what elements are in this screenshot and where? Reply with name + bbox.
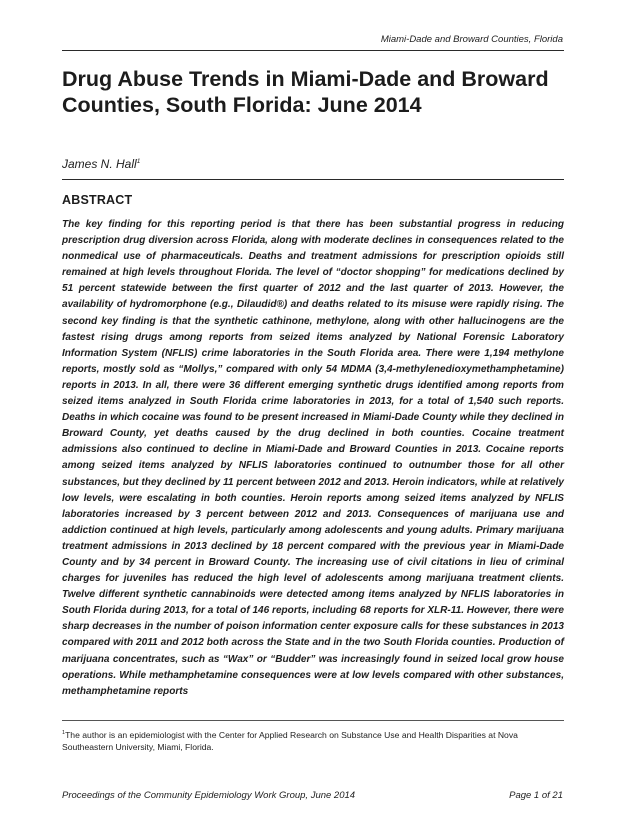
page-number: Page 1 of 21 <box>509 790 563 801</box>
title-rule <box>62 179 564 180</box>
footer-proceedings: Proceedings of the Community Epidemiology Work Group, June 2014 <box>62 790 356 801</box>
article-title: Drug Abuse Trends in Miami-Dade and Broward Counties, South Florida: June 2014 <box>62 67 549 117</box>
author-footnote-marker: 1 <box>136 158 141 165</box>
footnote-rule <box>62 720 564 721</box>
abstract-text: The key finding for this reporting period is that there has been substantial progress in reducing prescription drug diversion across Florida, along with moderate declines in consequences related to the nonmedical use of pharmaceuticals. Deaths and treatment admissions for prescription opioids still remained at high levels throughout Florida. The level of “doctor shopping” for medications declined by 51 percent statewide between the first quarter of 2012 and the last quarter of 2013. However, the availability of hydromorphone (e.g., Dilaudid®) and deaths related to its misuse were rapidly rising. The second key finding is that the synthetic cathinone, methylone, along with other hallucinogens are the fastest rising drugs among reports from seized items analyzed by National Forensic Laboratory Information System (NFLIS) crime laboratories in the South Florida area. There were 1,194 methylone reports, mostly sold as “Mollys,” compared with only 54 MDMA (3,4-methylenedioxymethamphetamine) reports in 2013. In all, there were 36 different emerging synthetic drugs identified among reports from seized items analyzed in South Florida crime laboratories in 2013, for a total of 1,540 such reports. Deaths in which cocaine was found to be present increased in Miami-Dade County while they declined in Broward County, yet deaths caused by the drug declined in both counties. Cocaine treatment admissions also continued to decline in Miami-Dade and Broward Counties in 2013. Cocaine reports among seized items analyzed by NFLIS laboratories continued to outnumber those for all other substances, but they declined by 11 percent between 2012 and 2013. Heroin indicators, while at relatively low levels, were escalating in both counties. Heroin reports among seized items analyzed by NFLIS laboratories increased by 3 percent between 2012 and 2013. Consequences of marijuana use and addiction continued at high levels, particularly among adolescents and young adults. Primary marijuana treatment admissions in 2013 declined by 18 percent compared with the previous year in Miami-Dade County and by 34 percent in Broward County. The increasing use of civil citations in lieu of criminal charges for juveniles has reduced the high level of adolescents among marijuana treatment clients. Twelve different synthetic cannabinoids were detected among items analyzed by NFLIS laboratories in South Florida during 2013, for a total of 146 reports, including 68 reports for XLR-11. However, there were sharp decreases in the number of poison information center exposure calls for these substances in 2013 compared with 2011 and 2012 both across the State and in the two South Florida counties. Production of marijuana concentrates, such as “Wax” or “Budder” was increasingly found in seized local grow house operations. While methamphetamine consequences were at low levels compared with other substances, methamphetamine reports <box>62 219 564 697</box>
author-name: James N. Hall <box>62 157 137 171</box>
footnote-marker: 1 <box>62 730 66 736</box>
author-line <box>62 157 140 171</box>
footnote-text: The author is an epidemiologist with the Center for Applied Research on Substance Use and Health Disparities at Nova Southeastern University, Miami, Florida. <box>62 729 518 753</box>
running-head: Miami-Dade and Broward Counties, Florida <box>380 34 563 45</box>
header-rule <box>62 50 564 51</box>
footnote <box>62 727 564 754</box>
abstract-heading: ABSTRACT <box>62 193 133 207</box>
